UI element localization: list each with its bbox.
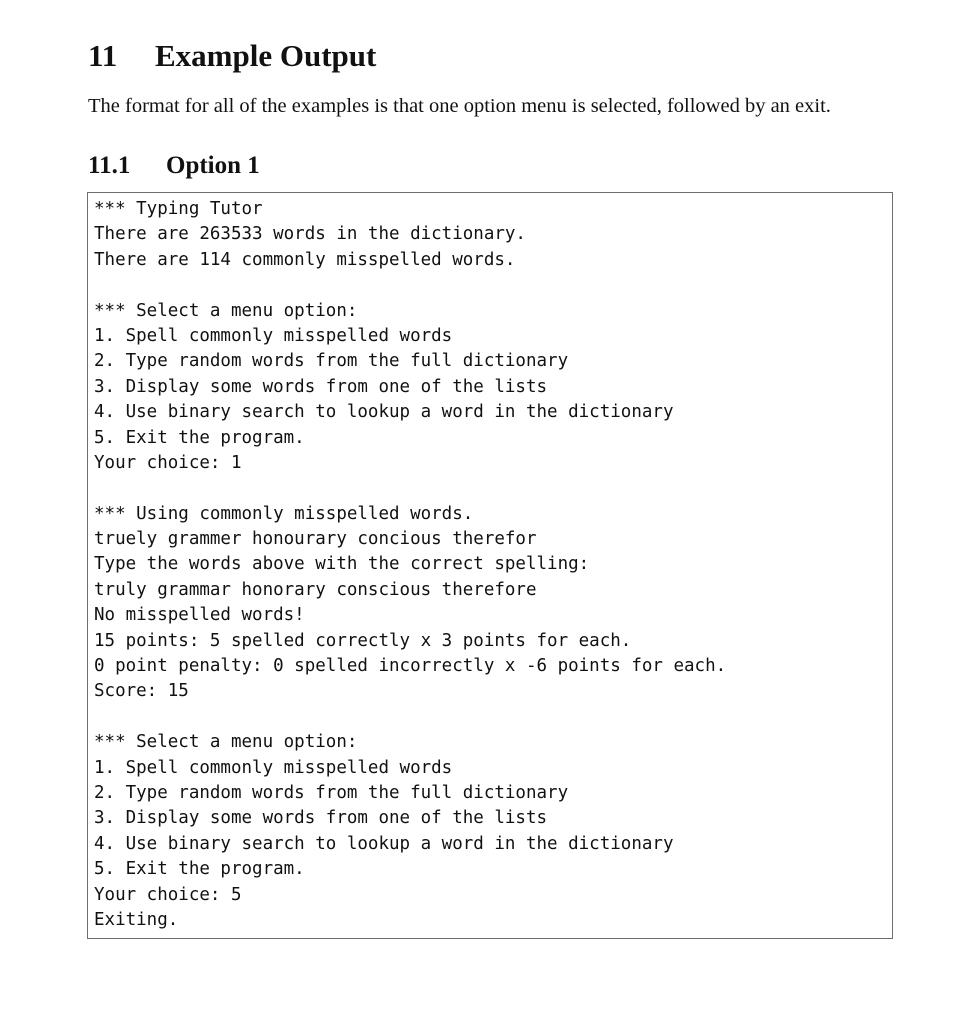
terminal-line (94, 273, 726, 298)
terminal-line (94, 705, 726, 730)
terminal-line: There are 114 commonly misspelled words. (94, 249, 516, 270)
terminal-output-box (87, 192, 893, 939)
section-number: 11 (88, 38, 118, 73)
terminal-line: 2. Type random words from the full dictionary (94, 351, 569, 372)
terminal-line: 4. Use binary search to lookup a word in the dictionary (94, 402, 674, 423)
terminal-line (94, 476, 726, 501)
terminal-line: 15 points: 5 spelled correctly x 3 points for each. (94, 630, 632, 651)
terminal-line: 1. Spell commonly misspelled words (94, 757, 453, 778)
terminal-line: 1. Spell commonly misspelled words (94, 325, 453, 346)
terminal-line: 3. Display some words from one of the lists (94, 808, 548, 829)
terminal-line: truely grammer honourary concious therefor (94, 529, 537, 550)
subsection-number: 11.1 (88, 152, 131, 179)
terminal-line: 5. Exit the program. (94, 427, 305, 448)
terminal-line: Exiting. (94, 909, 179, 930)
terminal-line: *** Select a menu option: (94, 732, 358, 753)
terminal-output-lines (94, 197, 726, 933)
section-title: Example Output (155, 38, 377, 73)
terminal-line: 5. Exit the program. (94, 859, 305, 880)
terminal-line: truly grammar honorary conscious therefore (94, 579, 537, 600)
intro-paragraph: The format for all of the examples is that one option menu is selected, followed by an exit. (88, 95, 831, 117)
terminal-line: Your choice: 1 (94, 452, 242, 473)
terminal-line: No misspelled words! (94, 605, 305, 626)
terminal-line: *** Typing Tutor (94, 199, 263, 219)
terminal-line: Type the words above with the correct spelling: (94, 554, 590, 575)
terminal-line: Score: 15 (94, 681, 189, 702)
subsection-title: Option 1 (166, 152, 260, 179)
terminal-line: Your choice: 5 (94, 884, 242, 905)
terminal-line: *** Using commonly misspelled words. (94, 503, 474, 524)
terminal-line: 4. Use binary search to lookup a word in the dictionary (94, 833, 674, 854)
subsection-heading (88, 148, 260, 184)
terminal-line: *** Select a menu option: (94, 300, 358, 321)
section-heading (88, 34, 376, 78)
terminal-line: 2. Type random words from the full dictionary (94, 782, 569, 803)
terminal-line: 0 point penalty: 0 spelled incorrectly x -6 points for each. (94, 656, 727, 677)
terminal-line: 3. Display some words from one of the lists (94, 376, 548, 397)
terminal-line: There are 263533 words in the dictionary. (94, 224, 526, 245)
